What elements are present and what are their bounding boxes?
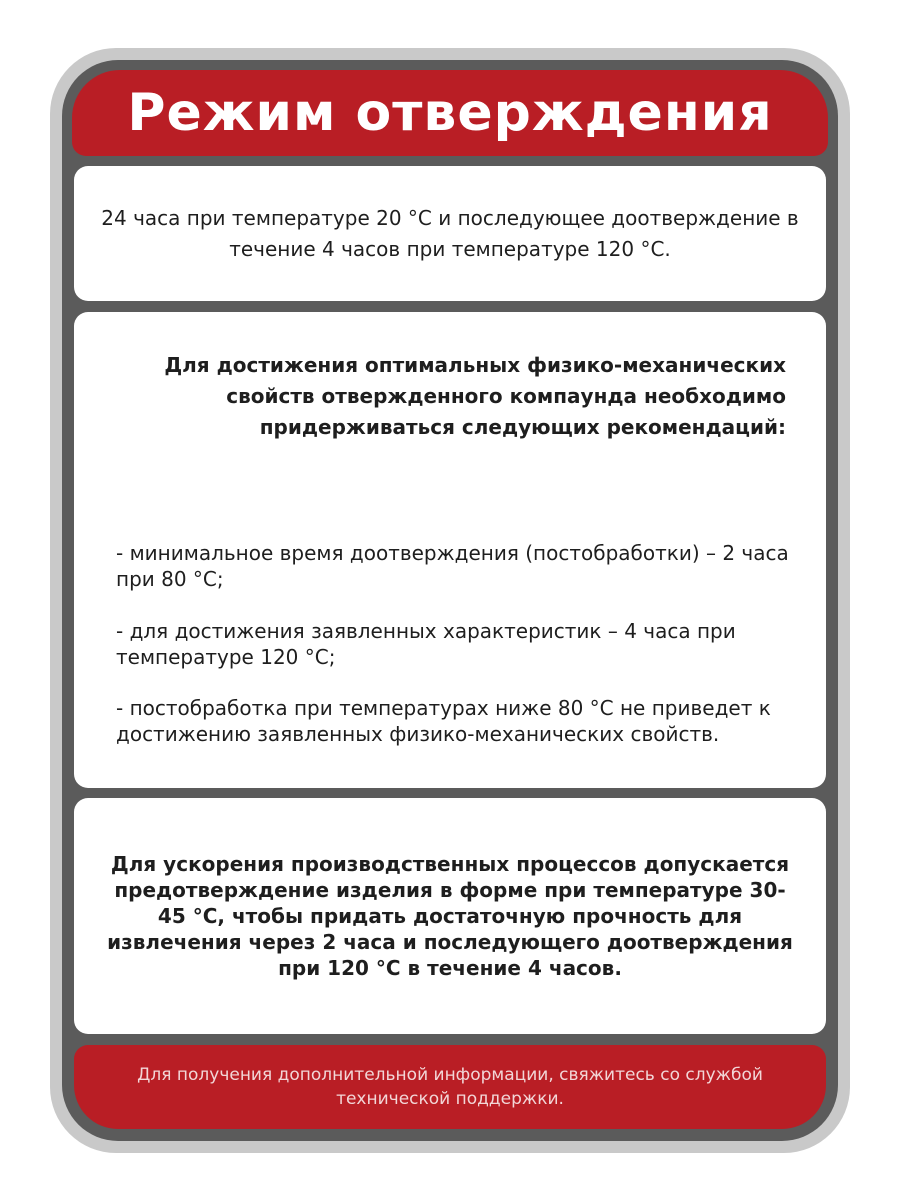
header-bar <box>72 70 828 156</box>
acceleration-card <box>74 798 826 1034</box>
recommendations-lead: Для достижения оптимальных физико-механических свойств отвержденного компаунда необходимо придерживаться следующих рекомендаций: <box>164 353 786 439</box>
recommendation-item: - постобработка при температурах ниже 80 °С не приведет к достижению заявленных физико-механических свойств. <box>116 696 771 746</box>
cure-schedule-card <box>74 166 826 301</box>
support-note: Для получения дополнительной информации, свяжитесь со службой технической поддержки. <box>137 1065 763 1109</box>
page-title: Режим отверждения <box>127 83 773 143</box>
cure-schedule-text: 24 часа при температуре 20 °С и последующее доотверждение в течение 4 часов при температуре 120 °С. <box>101 205 799 261</box>
recommendation-item: - для достижения заявленных характеристик – 4 часа при температуре 120 °С; <box>116 619 736 669</box>
recommendation-item: - минимальное время доотверждения (постобработки) – 2 часа при 80 °С; <box>116 541 789 591</box>
acceleration-text: Для ускорения производственных процессов допускается предотверждение изделия в форме при температуре 30-45 °С, чтобы придать достаточную прочность для извлечения через 2 часа и последующего доотверждения при 120 °С в течение 4 часов. <box>107 852 793 980</box>
recommendations-card <box>74 312 826 788</box>
footer-bar <box>74 1045 826 1129</box>
